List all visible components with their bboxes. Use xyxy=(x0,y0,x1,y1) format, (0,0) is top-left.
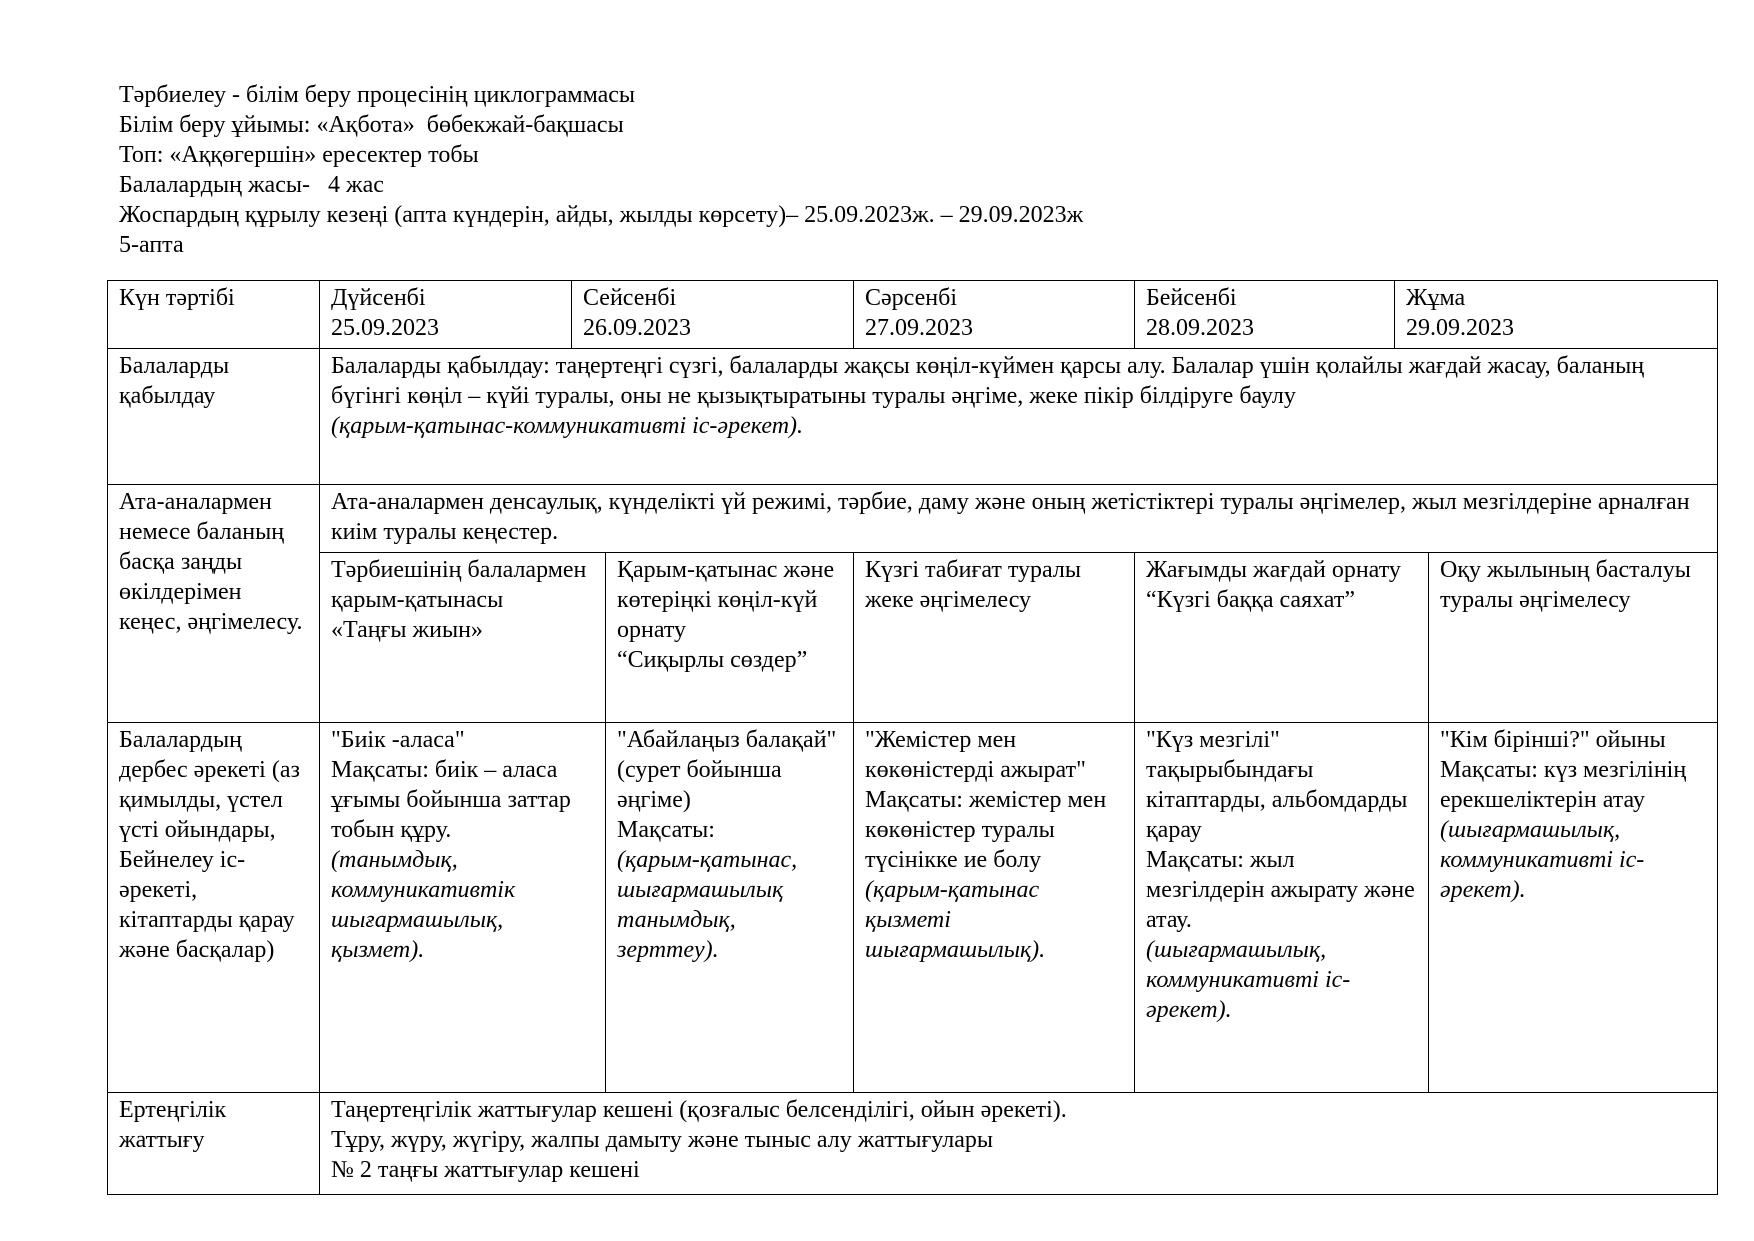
age-line: Балалардың жасы- 4 жас xyxy=(119,172,384,198)
period-line: Жоспардың құрылу кезеңі (апта күндерін, айды, жылды көрсету)– 25.09.2023ж. – 29.09.2023ж xyxy=(119,202,1084,228)
parents-cell-friday: Оқу жылының басталуы туралы әңгімелесу xyxy=(1429,553,1718,723)
activity-row xyxy=(108,723,1718,1093)
parents-cell-tuesday: Қарым-қатынас және көтеріңкі көңіл-күй орнату “Сиқырлы сөздер” xyxy=(606,553,854,723)
activity-cell-thursday: "Күз мезгілі" тақырыбындағы кітаптарды, альбомдарды қарау Мақсаты: жыл мезгілдерін ажырату және атау. (шығармашылық, коммуникативті іс-әрекет). xyxy=(1135,723,1429,1093)
reception-text-cell: Балаларды қабылдау: таңертеңгі сүзгі, балаларды жақсы көңіл-күймен қарсы алу. Балалар үшін қолайлы жағдай жасау, баланың бүгінгі көңіл – күйі туралы, оны не қызықтыратыны туралы әңгіме, жеке пікір білдіруге баулу (қарым-қатынас-коммуникативті іс-әрекет). xyxy=(320,349,1718,485)
group-line: Топ: «Аққөгершін» ересектер тобы xyxy=(119,142,479,168)
row-label: Ата-аналармен немесе баланың басқа заңды өкілдерімен кеңес, әңгімелесу. xyxy=(108,485,320,723)
day-header-cell: Сәрсенбі 27.09.2023 xyxy=(854,281,1135,349)
parents-cell-thursday: Жағымды жағдай орнату “Күзгі баққа саяхат” xyxy=(1135,553,1429,723)
activity-cell-friday: "Кім бірінші?" ойыны Мақсаты: күз мезгілінің ерекшеліктерін атау (шығармашылық, коммуникативті іс-әрекет). xyxy=(1429,723,1718,1093)
week-line: 5-апта xyxy=(119,232,184,258)
row-label: Балалардың дербес әрекеті (аз қимылды, үстел үсті ойындары, Бейнелеу іс-әрекеті, кітаптарды қарау және басқалар) xyxy=(108,723,320,1093)
title-line: Тәрбиелеу - білім беру процесінің циклограммасы xyxy=(119,82,636,108)
exercise-text-cell: Таңертеңгілік жаттығулар кешені (қозғалыс белсенділігі, ойын әрекеті). Тұру, жүру, жүгіру, жалпы дамыту және тыныс алу жаттығулары № 2 таңғы жаттығулар кешені xyxy=(320,1093,1718,1195)
activity-cell-monday: "Биік -аласа" Мақсаты: биік – аласа ұғымы бойынша заттар тобын құру. (танымдық, коммуникативтік шығармашылық, қызмет). xyxy=(320,723,606,1093)
parents-row xyxy=(108,485,1718,553)
activity-cell-tuesday: "Абайлаңыз балақай" (сурет бойынша әңгіме) Мақсаты: (қарым-қатынас, шығармашылық танымдық, зерттеу). xyxy=(606,723,854,1093)
day-header-cell: Сейсенбі 26.09.2023 xyxy=(572,281,854,349)
schedule-header-cell: Күн тәртібі xyxy=(108,281,320,349)
document-header xyxy=(119,80,1083,260)
row-label: Балаларды қабылдау xyxy=(108,349,320,485)
day-header-cell: Бейсенбі 28.09.2023 xyxy=(1135,281,1395,349)
day-header-cell: Жұма 29.09.2023 xyxy=(1395,281,1718,349)
parents-text-cell: Ата-аналармен денсаулық, күнделікті үй режимі, тәрбие, даму және оның жетістіктері туралы әңгімелер, жыл мезгілдеріне арналған киім туралы кеңестер. xyxy=(320,485,1718,553)
parents-cell-wednesday: Күзгі табиғат туралы жеке әңгімелесу xyxy=(854,553,1135,723)
table-header-row xyxy=(108,281,1718,349)
row-label: Ертеңгілік жаттығу xyxy=(108,1093,320,1195)
reception-row xyxy=(108,349,1718,485)
day-header-cell: Дүйсенбі 25.09.2023 xyxy=(320,281,572,349)
exercise-row xyxy=(108,1093,1718,1195)
parents-detail-row xyxy=(108,553,1718,723)
activity-cell-wednesday: "Жемістер мен көкөністерді ажырат" Мақсаты: жемістер мен көкөністер туралы түсінікке ие болу (қарым-қатынас қызметі шығармашылық). xyxy=(854,723,1135,1093)
parents-cell-monday: Тәрбиешінің балалармен қарым-қатынасы «Таңғы жиын» xyxy=(320,553,606,723)
cyclogram-table xyxy=(107,280,1718,1195)
organization-line: Білім беру ұйымы: «Ақбота» бөбекжай-бақшасы xyxy=(119,112,624,138)
